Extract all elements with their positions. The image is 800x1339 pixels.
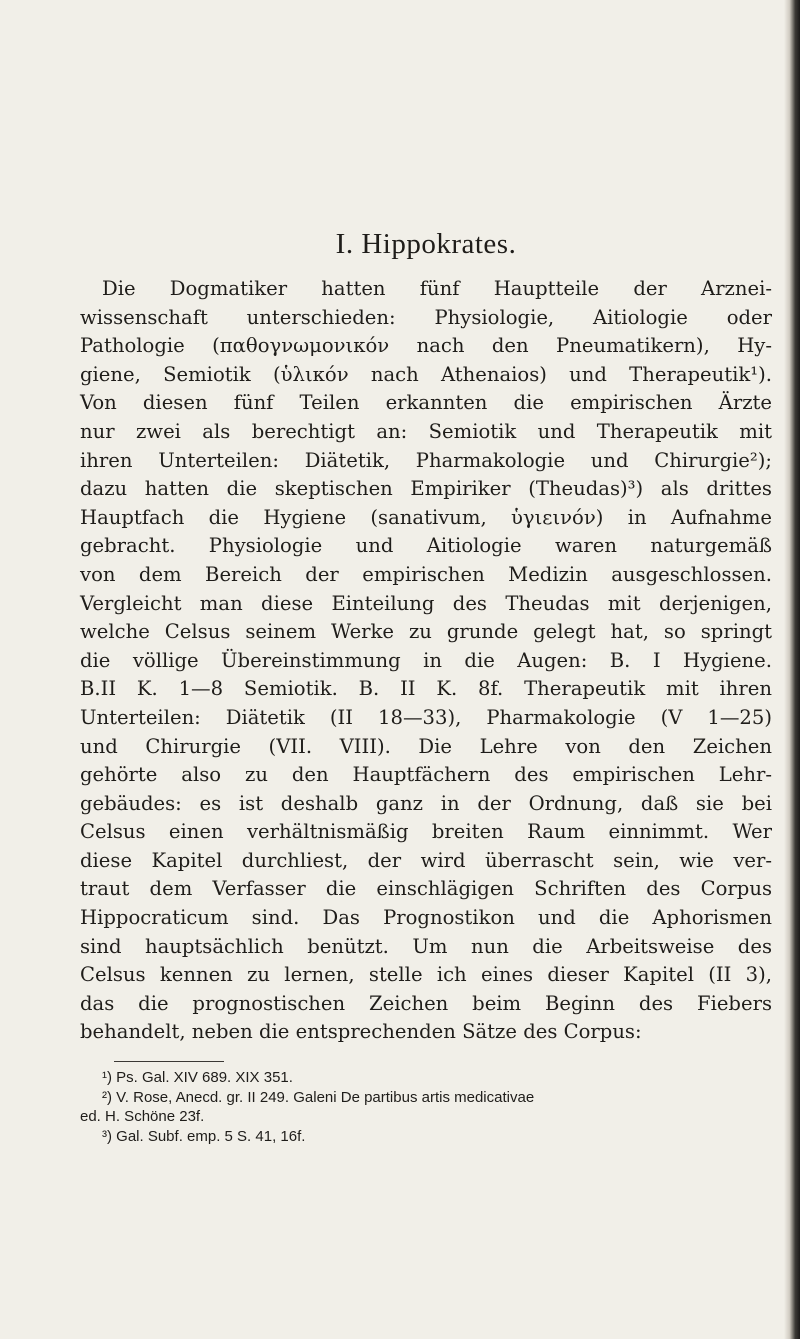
paragraph-line: Hauptfach die Hygiene (sanativum, ὑγιεινόν) in Aufnahme [80, 505, 772, 529]
footnote-3: ³) Gal. Subf. emp. 5 S. 41, 16f. [102, 1127, 306, 1145]
paragraph-line: Celsus einen verhältnismäßig breiten Raum einnimmt. Wer [80, 820, 772, 844]
paragraph-line: giene, Semiotik (ὑλικόν nach Athenaios) und Therapeutik¹). [80, 362, 772, 386]
paragraph-line: dazu hatten die skeptischen Empiriker (Theudas)³) als drittes [80, 477, 772, 501]
paragraph-line: Hippocraticum sind. Das Prognostikon und die Aphorismen [80, 906, 772, 930]
paragraph-line: Vergleicht man diese Einteilung des Theudas mit derjenigen, [80, 591, 772, 615]
paragraph-line: nur zwei als berechtigt an: Semiotik und Therapeutik mit [80, 419, 772, 443]
paragraph-line: diese Kapitel durchliest, der wird überrascht sein, wie ver- [80, 848, 772, 872]
footnote-2-continued: ed. H. Schöne 23f. [80, 1108, 205, 1126]
paragraph-line: Von diesen fünf Teilen erkannten die empirischen Ärzte [80, 391, 772, 415]
paragraph-line: behandelt, neben die entsprechenden Sätze des Corpus: [80, 1020, 642, 1044]
paragraph-line: von dem Bereich der empirischen Medizin ausgeschlossen. [80, 562, 772, 586]
page-content [80, 228, 772, 1146]
paragraph-line: Unterteilen: Diätetik (II 18—33), Pharmakologie (V 1—25) [80, 705, 772, 729]
paragraph-line: gebracht. Physiologie und Aitiologie waren naturgemäß [80, 534, 772, 558]
paragraph-line: Die Dogmatiker hatten fünf Hauptteile der Arznei- [102, 277, 772, 300]
paragraph-line: Celsus kennen zu lernen, stelle ich eines dieser Kapitel (II 3), [80, 963, 772, 987]
paragraph-line: ihren Unterteilen: Diätetik, Pharmakologie und Chirurgie²); [80, 448, 772, 472]
chapter-title: I. Hippokrates. [335, 228, 517, 260]
page-edge-shadow [784, 0, 800, 1339]
main-paragraph [80, 275, 772, 1047]
paragraph-line: und Chirurgie (VII. VIII). Die Lehre von den Zeichen [80, 734, 772, 758]
paragraph-line: traut dem Verfasser die einschlägigen Schriften des Corpus [80, 877, 772, 901]
paragraph-line: B.II K. 1—8 Semiotik. B. II K. 8f. Therapeutik mit ihren [80, 677, 772, 701]
paragraph-line: Pathologie (παθογνωμονικόν nach den Pneumatikern), Hy- [80, 334, 772, 358]
paragraph-line: das die prognostischen Zeichen beim Beginn des Fiebers [80, 991, 772, 1015]
paragraph-line: die völlige Übereinstimmung in die Augen: B. I Hygiene. [80, 648, 772, 672]
footnote-2: ²) V. Rose, Anecd. gr. II 249. Galeni De partibus artis medicativae [102, 1088, 535, 1106]
paragraph-line: wissenschaft unterschieden: Physiologie, Aitiologie oder [80, 305, 772, 329]
footnote-1: ¹) Ps. Gal. XIV 689. XIX 351. [102, 1069, 293, 1087]
paragraph-line: gebäudes: es ist deshalb ganz in der Ordnung, daß sie bei [80, 791, 772, 815]
footnote-divider [114, 1061, 224, 1062]
paragraph-line: gehörte also zu den Hauptfächern des empirischen Lehr- [80, 763, 772, 787]
footnotes [80, 1068, 772, 1146]
paragraph-line: welche Celsus seinem Werke zu grunde gelegt hat, so springt [80, 620, 772, 644]
paragraph-line: sind hauptsächlich benützt. Um nun die Arbeitsweise des [80, 934, 772, 958]
